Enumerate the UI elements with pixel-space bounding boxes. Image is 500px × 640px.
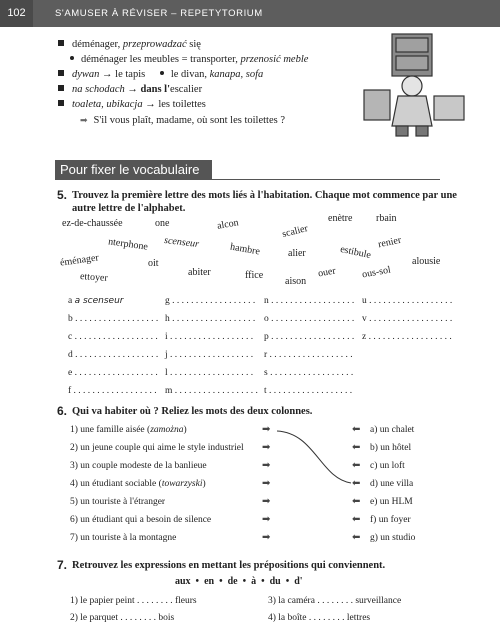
section-divider [55, 179, 440, 180]
match-left-6: 6) un étudiant qui a besoin de silence [70, 515, 212, 525]
match-line [275, 428, 353, 488]
fragment: hambre [229, 241, 261, 258]
arrow-right-icon[interactable]: ➡ [262, 460, 271, 471]
section-title: Pour fixer le vocabulaire [55, 160, 212, 179]
vocab-line-4: na schodach → dans l'escalier [58, 83, 202, 97]
answer-blank[interactable]: h . . . . . . . . . . . . . . . . . . [165, 314, 256, 324]
arrow-right-icon[interactable]: ➡ [262, 532, 271, 543]
arrow-left-icon[interactable]: ⬅ [352, 442, 361, 453]
exercise-6-number: 6. [57, 404, 68, 418]
exercise-5-instruction: Trouvez la première lettre des mots liés à l'habitation. Chaque mot commence par une autre lettre de l'alphabet. [72, 190, 457, 214]
answer-blank[interactable]: m . . . . . . . . . . . . . . . . . . [165, 386, 258, 396]
answer-blank[interactable]: l . . . . . . . . . . . . . . . . . . [165, 368, 254, 378]
vocab-line-6: ➡ S'il vous plaît, madame, où sont les toilettes ? [80, 115, 285, 126]
fragment: enètre [328, 213, 353, 224]
bullet-square [58, 70, 64, 76]
answer-blank[interactable]: f . . . . . . . . . . . . . . . . . . [68, 386, 157, 396]
answer-a[interactable]: a a scenseur [68, 296, 124, 306]
exercise-7-number: 7. [57, 558, 68, 572]
exercise-5-number: 5. [57, 188, 68, 202]
match-left-5: 5) un touriste à l'étranger [70, 497, 166, 507]
fragment: estibule [339, 243, 372, 262]
arrow-left-icon[interactable]: ⬅ [352, 496, 361, 507]
arrow-right-icon: ➡ [80, 115, 88, 125]
bullet-dot [160, 71, 164, 75]
fragment: ouer [317, 265, 337, 280]
arrow-left-icon[interactable]: ⬅ [352, 514, 361, 525]
fragment: alcon [216, 217, 240, 232]
fragment: scenseur [163, 234, 200, 251]
arrow-right-icon[interactable]: ➡ [262, 478, 271, 489]
answer-blank[interactable]: z . . . . . . . . . . . . . . . . . . [362, 332, 452, 342]
answer-blank[interactable]: c . . . . . . . . . . . . . . . . . . [68, 332, 158, 342]
arrow-right-icon[interactable]: ➡ [262, 424, 271, 435]
fragment: aison [285, 276, 307, 287]
arrow-right-icon[interactable]: ➡ [262, 496, 271, 507]
fragment: ez-de-chaussée [62, 218, 123, 229]
match-right-e: e) un HLM [370, 497, 413, 507]
fragment: one [155, 218, 170, 229]
answer-blank[interactable]: p . . . . . . . . . . . . . . . . . . [264, 332, 355, 342]
arrow-right-icon[interactable]: ➡ [262, 442, 271, 453]
match-right-a: a) un chalet [370, 425, 415, 435]
exercise-7-item-2[interactable]: 2) le parquet . . . . . . . . bois [70, 613, 175, 623]
bullet-square [58, 40, 64, 46]
bullet-square [58, 100, 64, 106]
match-right-f: f) un foyer [370, 515, 411, 525]
arrow-left-icon[interactable]: ⬅ [352, 424, 361, 435]
match-left-1: 1) une famille aisée (zamożna) [70, 425, 187, 435]
exercise-7-item-1[interactable]: 1) le papier peint . . . . . . . . fleurs [70, 596, 197, 606]
answer-blank[interactable]: b . . . . . . . . . . . . . . . . . . [68, 314, 159, 324]
match-right-b: b) un hôtel [370, 443, 412, 453]
answer-blank[interactable]: v . . . . . . . . . . . . . . . . . . [362, 314, 453, 324]
match-left-4: 4) un étudiant sociable (towarzyski) [70, 479, 206, 489]
arrow-left-icon[interactable]: ⬅ [352, 532, 361, 543]
fragment: oit [148, 258, 159, 269]
match-left-2: 2) un jeune couple qui aime le style industriel [70, 443, 244, 453]
arrow-left-icon[interactable]: ⬅ [352, 460, 361, 471]
exercise-7-item-3[interactable]: 3) la caméra . . . . . . . . surveillance [268, 596, 402, 606]
fragment: abiter [188, 267, 211, 278]
answer-blank[interactable]: n . . . . . . . . . . . . . . . . . . [264, 296, 355, 306]
bullet-square [58, 85, 64, 91]
arrow-left-icon[interactable]: ⬅ [352, 478, 361, 489]
bullet-dot [70, 56, 74, 60]
fragment: rbain [376, 213, 397, 224]
fragment: scalier [281, 223, 310, 240]
answer-blank[interactable]: d . . . . . . . . . . . . . . . . . . [68, 350, 159, 360]
answer-blank[interactable]: g . . . . . . . . . . . . . . . . . . [165, 296, 256, 306]
fragment: alier [288, 248, 306, 259]
vocab-line-3: dywan → le tapis le divan, kanapa, sofa [58, 68, 263, 82]
moving-man-illustration [362, 30, 470, 138]
vocab-line-5: toaleta, ubikacja → les toilettes [58, 98, 206, 112]
answer-blank[interactable]: i . . . . . . . . . . . . . . . . . . [165, 332, 254, 342]
exercise-7-item-4[interactable]: 4) la boîte . . . . . . . . lettres [268, 613, 371, 623]
match-right-d: d) une villa [370, 479, 414, 489]
preposition-options: aux • en • de • à • du • d' [175, 576, 303, 587]
fragment: ettoyer [79, 271, 109, 284]
answer-blank[interactable]: r . . . . . . . . . . . . . . . . . . [264, 350, 353, 360]
match-right-c: c) un loft [370, 461, 405, 471]
answer-blank[interactable]: t . . . . . . . . . . . . . . . . . . [264, 386, 353, 396]
page-number: 102 [0, 0, 33, 27]
vocab-line-1: déménager, przeprowadzać się [58, 38, 201, 52]
fragment: ffice [245, 270, 264, 281]
answer-blank[interactable]: j . . . . . . . . . . . . . . . . . . [165, 350, 254, 360]
exercise-7-instruction: Retrouvez les expressions en mettant les prépositions qui conviennent. [72, 560, 386, 571]
fragment: renier [377, 234, 403, 251]
fragment: ous-sol [361, 264, 392, 281]
vocab-line-2: déménager les meubles = transporter, przenosić meble [70, 53, 308, 67]
exercise-6-instruction: Qui va habiter où ? Reliez les mots des deux colonnes. [72, 406, 313, 417]
arrow-right-icon[interactable]: ➡ [262, 514, 271, 525]
running-title: S'AMUSER À RÉVISER – REPETYTORIUM [55, 8, 263, 19]
answer-blank[interactable]: s . . . . . . . . . . . . . . . . . . [264, 368, 354, 378]
fragment: alousie [412, 256, 441, 267]
match-right-g: g) un studio [370, 533, 416, 543]
match-left-3: 3) un couple modeste de la banlieue [70, 461, 207, 471]
answer-blank[interactable]: e . . . . . . . . . . . . . . . . . . [68, 368, 158, 378]
answer-blank[interactable]: o . . . . . . . . . . . . . . . . . . [264, 314, 355, 324]
fragment: éménager [59, 252, 100, 269]
fragment: nterphone [107, 236, 149, 253]
answer-blank[interactable]: u . . . . . . . . . . . . . . . . . . [362, 296, 453, 306]
match-left-7: 7) un touriste à la montagne [70, 533, 177, 543]
